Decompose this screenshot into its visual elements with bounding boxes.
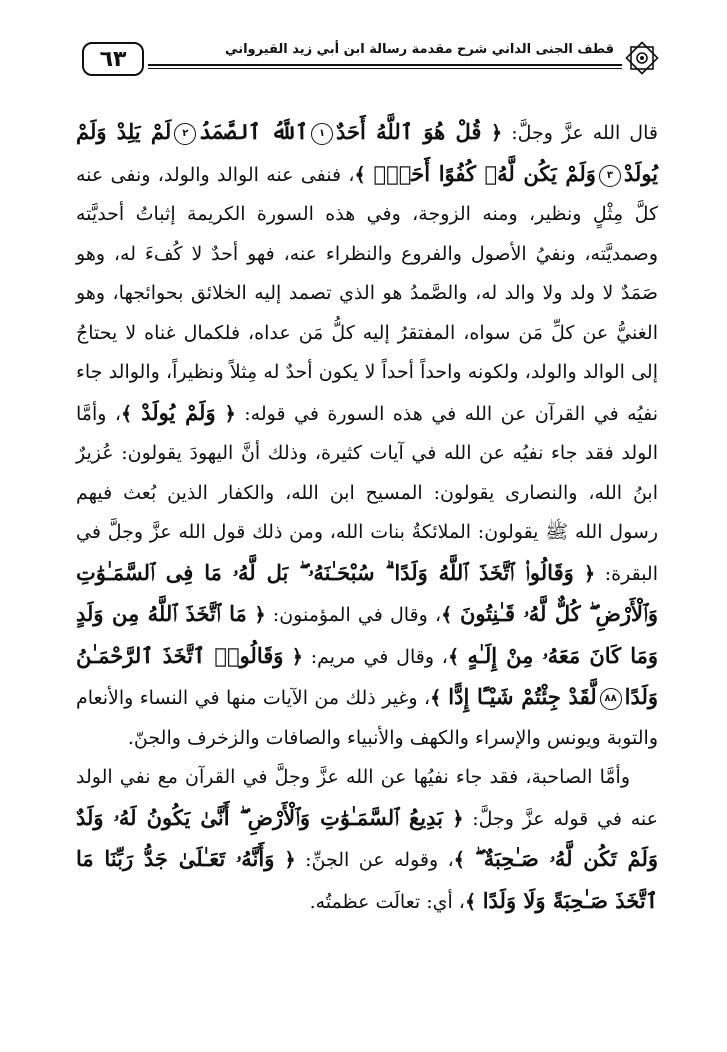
- quran-bracket: ﴾: [430, 687, 449, 709]
- quran-bracket: ﴾: [447, 645, 468, 668]
- body-text: قال الله عزَّ وجلَّ:: [502, 122, 658, 144]
- header-rule-thin: [148, 68, 622, 69]
- quran-verse: بَدِيعُ ٱلسَّمَـٰوَٰتِ وَٱلْأَرْضِ ۖ أَنَّىٰ يَكُونُ لَهُۥ وَلَدٌ وَلَمْ تَكُن لَّهُۥ صَـٰحِبَةٌ ۖ: [76, 804, 659, 871]
- page-number: ٦٣: [82, 42, 144, 76]
- quran-verse: وَقَالُوا۟ ٱتَّخَذَ ٱللَّهُ وَلَدًا ۗ سُبْحَـٰنَهُۥ ۖ بَل لَّهُۥ مَا فِى ٱلسَّمَـٰوَٰتِ وَٱلْأَرْضِ ۖ كُلٌّ لَّهُۥ قَـٰنِتُونَ: [76, 559, 658, 626]
- quran-verse: وَأَنَّهُۥ تَعَـٰلَىٰ جَدُّ رَبِّنَا مَا ٱتَّخَذَ صَـٰحِبَةً وَلَا وَلَدًا: [76, 846, 658, 913]
- quran-bracket: ﴿: [573, 562, 596, 585]
- quran-bracket: ﴿: [246, 604, 266, 626]
- body-text: ، وقوله عن الجنِّ:: [295, 849, 454, 871]
- quran-bracket: ﴾: [453, 849, 475, 871]
- star-ornament-icon: [622, 38, 662, 78]
- quran-bracket: ﴿: [283, 645, 303, 668]
- body-text: ، وقال في المؤمنون:: [265, 604, 442, 626]
- verse-number: ٢: [174, 123, 196, 145]
- paragraph-1: [76, 112, 658, 758]
- quran-verse: وَلَمْ يَكُن لَّهُۥ كُفُوًا أَحَدٌۢ: [373, 160, 596, 186]
- quran-bracket: ﴿: [481, 122, 503, 144]
- quran-bracket: ﴾: [441, 604, 460, 626]
- page-body: [76, 112, 658, 922]
- quran-verse: وَقَالُوا۟ ٱتَّخَذَ ٱلرَّحْمَـٰنُ وَلَدًا: [76, 642, 659, 709]
- verse-number: ٣: [599, 165, 621, 187]
- body-text: ، فنفى عنه الوالد والولد، ونفى عنه كلَّ مِثْلٍ ونظير، ومنه الزوجة، وفي هذه السورة الكريمة إثباتُ أحديَّته وصمديَّته، ونفيُ الأصول والفروع والنظراء عنه، فهو أحدٌ لا كُفءَ له، وهو صَمَدٌ لا ولد ولا والد له، والصَّمدُ هو الذي تصمد إليه الخلائق بحوائجها، وهو الغنيُّ عن كلِّ مَن سواه، المفتقرُ إليه كلُّ مَن عداه، فلكمال غناه لا يحتاجُ إلى الوالد والولد، ولكونه واحداً أحداً لا يكون أحدٌ له مِثلاً ونظيراً، والوالد جاء نفيُه في القرآن عن الله في هذه السورة في قوله:: [76, 163, 658, 425]
- quran-bracket: ﴾: [354, 163, 374, 186]
- body-text: ، وأمَّا الولد فقد جاء نفيُه عن الله في آيات كثيرة، وذلك أنَّ اليهودَ يقولون: عُزيرٌ ابنُ الله، والنصارى يقولون: المسيح ابن الله، والكفار الذين بُعث فيهم رسول الله ﷺ يقولون: الملائكةُ بنات الله، ومن ذلك قول الله عزَّ وجلَّ في البقرة:: [76, 402, 658, 585]
- verse-number: ١: [311, 123, 333, 145]
- quran-verse: لَمْ يَلِدْ وَلَمْ يُولَدْ: [76, 119, 659, 186]
- body-text: ، وقال في مريم:: [302, 645, 448, 668]
- quran-verse: قُلْ هُوَ ٱللَّهُ أَحَدٌ: [336, 119, 482, 144]
- header-rule: [148, 64, 622, 66]
- quran-bracket: ﴿: [442, 807, 464, 830]
- quran-verse: وَلَمْ يُولَدْ: [141, 399, 216, 425]
- quran-bracket: ﴾: [464, 890, 483, 913]
- quran-verse: لَّقَدْ جِئْتُمْ شَيْـًٔا إِدًّا: [448, 684, 597, 709]
- body-text: ، أي: تعالَت عظمتُه.: [309, 890, 465, 913]
- quran-verse: ٱللَّهُ ٱلصَّمَدُ: [199, 119, 308, 144]
- quran-bracket: ﴿: [215, 402, 236, 425]
- quran-bracket: ﴾: [121, 402, 142, 425]
- paragraph-2: [76, 758, 658, 922]
- verse-number: ٨٨: [600, 688, 622, 710]
- quran-bracket: ﴿: [274, 849, 296, 871]
- page-header: [70, 38, 662, 80]
- quran-verse: مَا ٱتَّخَذَ ٱللَّهُ مِن وَلَدٍ وَمَا كَانَ مَعَهُۥ مِنْ إِلَـٰهٍ: [76, 601, 659, 668]
- body-text: وأمَّا الصاحبة، فقد جاء نفيُها عن الله عزَّ وجلَّ في القرآن مع نفي الولد عنه في قوله عزَّ وجلَّ:: [76, 766, 658, 830]
- body-text: ، وغير ذلك من الآيات منها في النساء والأنعام والتوبة ويونس والإسراء والكهف والأنبياء والصافات والزخرف والجنّ.: [76, 687, 658, 749]
- book-title: قطف الجنى الداني شرح مقدمة رسالة ابن أبي زيد القيرواني: [225, 42, 614, 57]
